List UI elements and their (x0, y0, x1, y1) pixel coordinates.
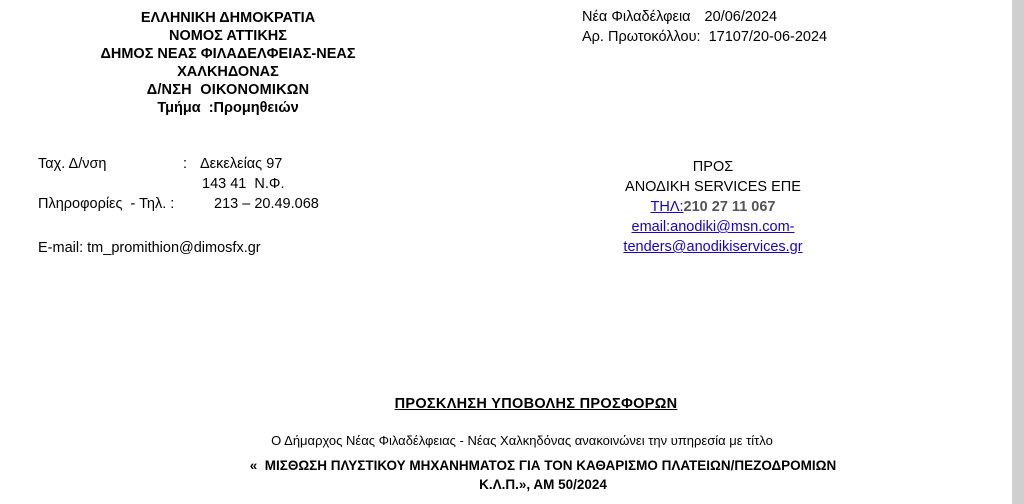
recipient-block (560, 157, 866, 257)
recipient-email-link-1[interactable]: email:anodiki@msn.com- (631, 219, 795, 235)
announcement-text: Ο Δήμαρχος Νέας Φιλαδέλφειας - Νέας Χαλκηδόνας ανακοινώνει την υπηρεσία με τίτλο (271, 433, 773, 448)
recipient-email-link-2[interactable]: tenders@anodikiservices.gr (623, 239, 803, 255)
document-meta (582, 7, 827, 47)
recipient-tel-value: 210 27 11 067 (683, 199, 776, 215)
issuer-line-prefecture: ΝΟΜΟΣ ΑΤΤΙΚΗΣ (169, 28, 287, 44)
subject-line-1: « ΜΙΣΘΩΣΗ ΠΛΥΣΤΙΚΟΥ ΜΗΧΑΝΗΜΑΤΟΣ ΓΙΑ ΤΟΝ ΚΑΘΑΡΙΣΜΟ ΠΛΑΤΕΙΩΝ/ΠΕΖΟΔΡΟΜΙΩΝ (249, 458, 837, 473)
viewer-scrollbar-edge (1012, 0, 1024, 504)
issuer-line-department: Τμήμα :Προμηθειών (157, 100, 299, 116)
issuer-block (60, 9, 396, 117)
contact-email: E-mail: tm_promithion@dimosfx.gr (38, 240, 261, 256)
protocol-number: 17107/20-06-2024 (708, 29, 828, 45)
issuer-line-directorate: Δ/ΝΣΗ ΟΙΚΟΝΟΜΙΚΩΝ (146, 82, 310, 98)
issuer-line-republic: ΕΛΛΗΝΙΚΗ ΔΗΜΟΚΡΑΤΙΑ (140, 10, 316, 26)
protocol-label: Αρ. Πρωτοκόλλου: (582, 29, 701, 45)
address-postal: 143 41 Ν.Φ. (202, 176, 285, 192)
phone-value: 213 – 20.49.068 (214, 196, 319, 212)
address-colon: : (183, 156, 188, 172)
address-street: Δεκελείας 97 (200, 156, 283, 172)
subject-block (0, 456, 1024, 494)
document-date: 20/06/2024 (704, 9, 778, 25)
issuer-line-municipality-cont: ΧΑΛΚΗΔΟΝΑΣ (177, 64, 279, 80)
recipient-to-label: ΠΡΟΣ (692, 159, 734, 175)
date-row (582, 7, 827, 27)
issuer-line-municipality: ΔΗΜΟΣ ΝΕΑΣ ΦΙΛΑΔΕΛΦΕΙΑΣ-ΝΕΑΣ (100, 46, 356, 62)
phone-label: Πληροφορίες - Τηλ. : (38, 196, 175, 212)
protocol-row (582, 27, 827, 47)
recipient-tel-label[interactable]: ΤΗΛ: (650, 199, 684, 215)
place-label: Νέα Φιλαδέλφεια (582, 9, 691, 25)
recipient-company: ΑΝΟΔΙΚΗ SERVICES ΕΠΕ (625, 179, 801, 195)
document-title: ΠΡΟΣΚΛΗΣΗ ΥΠΟΒΟΛΗΣ ΠΡΟΣΦΟΡΩΝ (394, 396, 678, 412)
recipient-phone-row (560, 197, 866, 217)
subject-line-2: Κ.Λ.Π.», ΑΜ 50/2024 (479, 477, 607, 492)
address-label: Ταχ. Δ/νση (38, 156, 107, 172)
